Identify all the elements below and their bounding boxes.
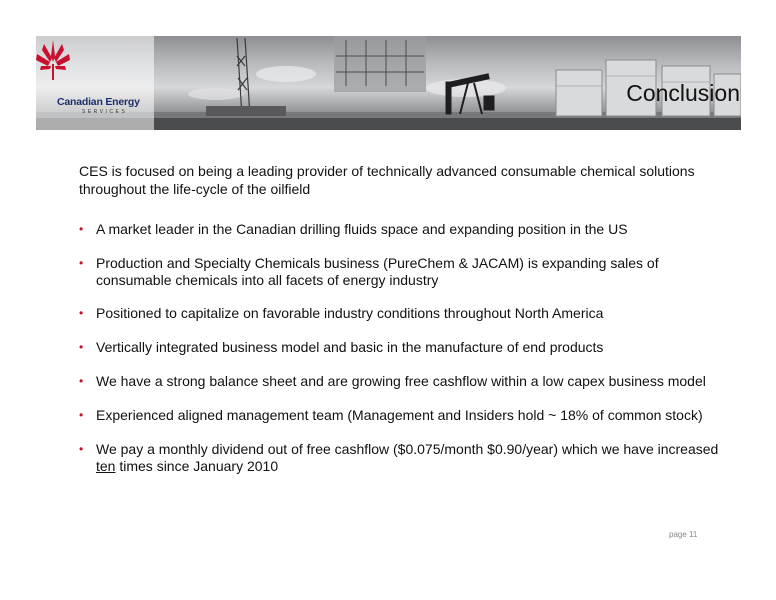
bullet-dot-icon: •: [79, 222, 84, 236]
bullet-list: [79, 221, 719, 492]
list-item: [79, 305, 719, 322]
bullet-dot-icon: •: [79, 256, 84, 270]
page-number: page 11: [669, 530, 698, 539]
bullet-dot-icon: •: [79, 306, 84, 320]
logo-panel: [36, 36, 154, 130]
list-item: [79, 221, 719, 238]
slide-title: Conclusion: [626, 80, 740, 106]
list-item: [79, 339, 719, 356]
bullet-text: Vertically integrated business model and basic in the manufacture of end products: [96, 339, 604, 355]
list-item: [79, 255, 719, 289]
bullet-dot-icon: •: [79, 340, 84, 354]
list-item: [79, 441, 719, 475]
bullet-text: We have a strong balance sheet and are growing free cashflow within a low capex business model: [96, 373, 706, 389]
list-item: [79, 407, 719, 424]
bullet-text-underlined: ten: [96, 458, 116, 474]
logo-subtitle: SERVICES: [82, 109, 128, 115]
intro-paragraph: CES is focused on being a leading provider of technically advanced consumable chemical solutions throughout the life-cycle of the oilfield: [79, 163, 695, 197]
bullet-dot-icon: •: [79, 374, 84, 388]
logo-company-name: Canadian Energy: [57, 96, 140, 108]
bullet-text-after: times since January 2010: [115, 458, 279, 474]
list-item: [79, 373, 719, 390]
bullet-text: A market leader in the Canadian drilling fluids space and expanding position in the US: [96, 221, 628, 237]
bullet-dot-icon: •: [79, 408, 84, 422]
bullet-text: Production and Specialty Chemicals business (PureChem & JACAM) is expanding sales of consumable chemicals into all facets of energy industry: [96, 255, 659, 288]
bullet-text-before: We pay a monthly dividend out of free cashflow ($0.075/month $0.90/year) which we have increased: [96, 441, 719, 457]
bullet-dot-icon: •: [79, 442, 84, 456]
bullet-text: Positioned to capitalize on favorable industry conditions throughout North America: [96, 305, 604, 321]
maple-leaf-flame-icon: [36, 36, 70, 84]
bullet-text: Experienced aligned management team (Management and Insiders hold ~ 18% of common stock): [96, 407, 703, 423]
